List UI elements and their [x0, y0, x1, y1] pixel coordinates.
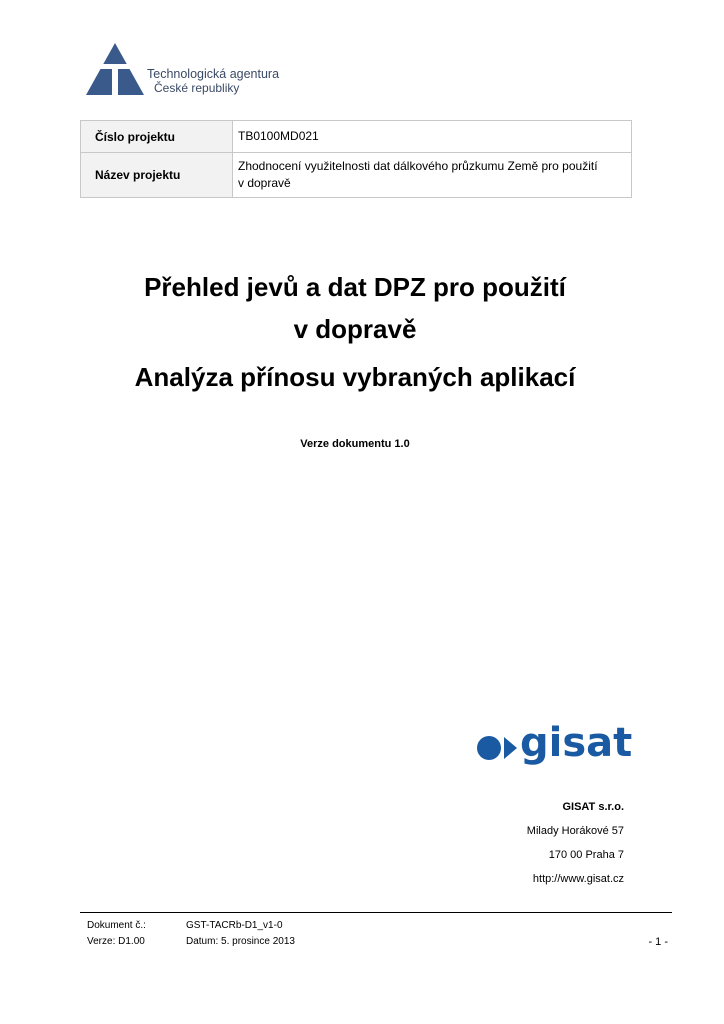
company-name: GISAT s.r.o. [562, 801, 624, 813]
agency-name-line1: Technologická agentura [147, 67, 280, 81]
company-city: 170 00 Praha 7 [548, 849, 624, 861]
document-title-line2: v dopravě [293, 314, 417, 344]
project-name-label: Název projektu [81, 153, 233, 198]
gisat-logo-text: gisat [520, 720, 633, 766]
company-street: Milady Horákové 57 [526, 825, 624, 837]
project-name-line2: v dopravě [238, 176, 291, 190]
footer-date: Datum: 5. prosince 2013 [186, 936, 295, 947]
company-website: http://www.gisat.cz [532, 873, 624, 885]
agency-name-line2: České republiky [154, 81, 240, 95]
gisat-logo-icon [476, 728, 520, 772]
project-name-value [233, 153, 632, 198]
project-number-value: TB0100MD021 [233, 121, 632, 153]
footer-divider [80, 912, 672, 913]
gisat-logo [476, 720, 633, 770]
table-row [81, 121, 632, 153]
page-number: - 1 - [648, 936, 668, 948]
project-number-label: Číslo projektu [81, 121, 233, 153]
document-subtitle: Analýza přínosu vybraných aplikací [134, 362, 576, 392]
footer-document-label: Dokument č.: [87, 920, 146, 931]
footer-document-value: GST-TACRb-D1_v1-0 [186, 920, 283, 931]
document-title-line1: Přehled jevů a dat DPZ pro použití [144, 272, 566, 302]
project-info-table [80, 120, 632, 198]
document-version: Verze dokumentu 1.0 [300, 438, 410, 450]
tacr-logo [84, 40, 284, 100]
table-row [81, 153, 632, 198]
footer-version: Verze: D1.00 [87, 936, 145, 947]
project-name-line1: Zhodnocení využitelnosti dat dálkového průzkumu Země pro použití [238, 159, 598, 173]
tacr-logo-icon [84, 40, 146, 98]
